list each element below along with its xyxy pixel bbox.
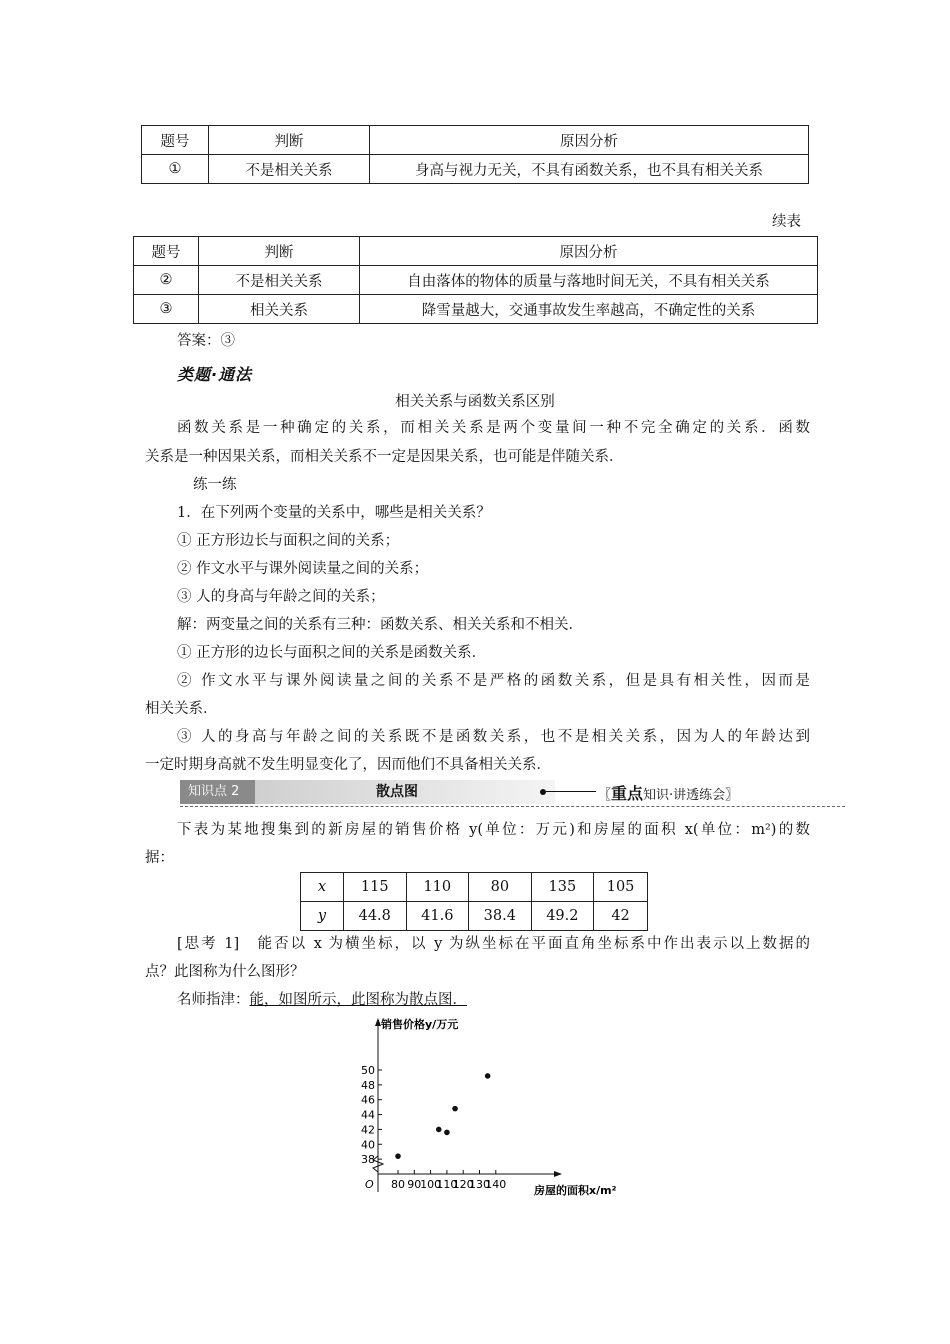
origin-label: O	[365, 1178, 374, 1191]
x-axis-label: 房屋的面积x/m²	[534, 1184, 617, 1197]
table-row	[301, 873, 648, 902]
banner-title: 散点图	[376, 784, 418, 800]
solution-line: ① 正方形的边长与面积之间的关系是函数关系．	[177, 645, 487, 661]
y-tick-label: 40	[361, 1138, 375, 1152]
data-table	[300, 872, 648, 931]
teacher-answer: 能，如图所示，此图称为散点图．	[249, 992, 467, 1008]
y-tick-label: 46	[361, 1093, 375, 1107]
x-axis-arrow-icon	[554, 1171, 562, 1177]
scatter-point	[444, 1130, 450, 1136]
x-tick-label: 100	[420, 1178, 442, 1191]
banner-bracket-right: 〗	[725, 788, 739, 803]
table-cell: 41.6	[406, 902, 469, 931]
y-tick-label: 44	[361, 1108, 375, 1122]
table-cell: 105	[594, 873, 648, 902]
scatter-point	[436, 1127, 442, 1133]
y-tick-label: 48	[361, 1078, 375, 1092]
y-tick-label: 50	[361, 1063, 375, 1077]
knowledge-point-banner	[180, 780, 790, 806]
intro-line: 据：	[145, 850, 174, 866]
table-cell: 115	[344, 873, 407, 902]
solution-line: ② 作文水平与课外阅读量之间的关系不是严格的函数关系，但是具有相关性，因而是	[177, 673, 810, 689]
data-points	[395, 1073, 490, 1159]
y-tick-label: 42	[361, 1123, 375, 1137]
solution-line: 相关关系．	[145, 701, 218, 717]
table-cell: 135	[531, 873, 594, 902]
table-row	[134, 266, 818, 295]
teacher-prefix: 名师指津：	[177, 992, 250, 1008]
x-tick-label: 140	[485, 1178, 507, 1191]
paragraph-line: 关系是一种因果关系，而相关关系不一定是因果关系，也可能是伴随关系．	[145, 449, 624, 465]
think-line: [思考 1] 能否以 x 为横坐标，以 y 为纵坐标在平面直角坐标系中作出表示以上数据的	[177, 936, 810, 952]
banner-key-bold: 重点	[611, 784, 644, 803]
table-cell: 降雪量越大，交通事故发生率越高，不确定性的关系	[360, 295, 818, 324]
scatter-point	[485, 1073, 491, 1079]
banner-rule	[546, 791, 596, 792]
x-tick-label: 130	[469, 1178, 490, 1191]
table-cell: ③	[134, 295, 199, 324]
question-item: ③ 人的身高与年龄之间的关系；	[177, 589, 385, 605]
banner-bracket-left: 〖	[598, 788, 612, 803]
y-axis-label: 销售价格y/万元	[381, 1018, 459, 1031]
table-1	[141, 125, 809, 184]
table-row	[301, 902, 648, 931]
intro-line: 下表为某地搜集到的新房屋的销售价格 y(单位：万元)和房屋的面积 x(单位：m²)的数	[177, 822, 810, 838]
table-row	[142, 155, 809, 184]
table-2-header-cell: 判断	[199, 237, 360, 266]
y-label-cell: y	[301, 902, 344, 931]
x-tick-label: 90	[407, 1178, 422, 1191]
table-cell: 49.2	[531, 902, 594, 931]
practice-label: 练一练	[193, 477, 237, 493]
paragraph-line: 函数关系是一种确定的关系，而相关关系是两个变量间一种不完全确定的关系．函数	[177, 420, 810, 436]
table-cell: 110	[406, 873, 469, 902]
section-label: 类题·通法	[177, 365, 253, 384]
table-2	[133, 236, 818, 324]
table-row	[134, 295, 818, 324]
scatter-chart	[350, 1012, 640, 1202]
x-ticks	[391, 1170, 506, 1191]
table-cell: 身高与视力无关，不具有函数关系，也不具有相关关系	[370, 155, 809, 184]
x-label-cell: x	[301, 873, 344, 902]
table-cell: ②	[134, 266, 199, 295]
table-1-header-cell: 原因分析	[370, 126, 809, 155]
table-cell: 44.8	[344, 902, 407, 931]
table-2-header-row	[134, 237, 818, 266]
solution-line: ③ 人的身高与年龄之间的关系既不是函数关系，也不是相关关系，因为人的年龄达到	[177, 729, 810, 745]
answer-text: 答案：③	[177, 333, 235, 349]
section-title: 相关关系与函数关系区别	[395, 394, 555, 410]
solution-intro: 解：两变量之间的关系有三种：函数关系、相关关系和不相关．	[177, 617, 583, 633]
table-1-header-cell: 题号	[142, 126, 209, 155]
knowledge-point-badge: 知识点 2	[180, 780, 255, 804]
table-cell: 不是相关关系	[199, 266, 360, 295]
table-cell: ①	[142, 155, 209, 184]
table-cell: 自由落体的物体的质量与落地时间无关，不具有相关关系	[360, 266, 818, 295]
y-tick-label: 38	[361, 1153, 375, 1167]
table-cell: 42	[594, 902, 648, 931]
table-2-header-cell: 原因分析	[360, 237, 818, 266]
bullet-dot-icon	[540, 789, 546, 795]
table-1-header-cell: 判断	[209, 126, 370, 155]
solution-line: 一定时期身高就不发生明显变化了，因而他们不具备相关关系．	[145, 757, 551, 773]
table-cell: 38.4	[469, 902, 532, 931]
banner-dashed-line	[180, 806, 845, 807]
x-tick-label: 110	[436, 1178, 458, 1191]
scatter-point	[452, 1106, 458, 1112]
question-item: ① 正方形边长与面积之间的关系；	[177, 533, 400, 549]
question-1: 1．在下列两个变量的关系中，哪些是相关关系？	[177, 505, 491, 521]
teacher-note	[177, 990, 810, 1010]
banner-key-rest: 知识·讲透练会	[643, 788, 726, 803]
table-cell: 不是相关关系	[209, 155, 370, 184]
table-1-header-row	[142, 126, 809, 155]
x-tick-label: 120	[452, 1178, 474, 1191]
question-item: ② 作文水平与课外阅读量之间的关系；	[177, 561, 429, 577]
y-ticks	[361, 1064, 382, 1166]
think-line: 点？此图称为什么图形？	[145, 964, 305, 980]
scatter-point	[395, 1153, 401, 1159]
continued-label: 续表	[772, 214, 801, 230]
banner-key	[598, 781, 738, 804]
table-cell: 相关关系	[199, 295, 360, 324]
x-tick-label: 80	[391, 1178, 405, 1191]
table-2-header-cell: 题号	[134, 237, 199, 266]
table-cell: 80	[469, 873, 532, 902]
